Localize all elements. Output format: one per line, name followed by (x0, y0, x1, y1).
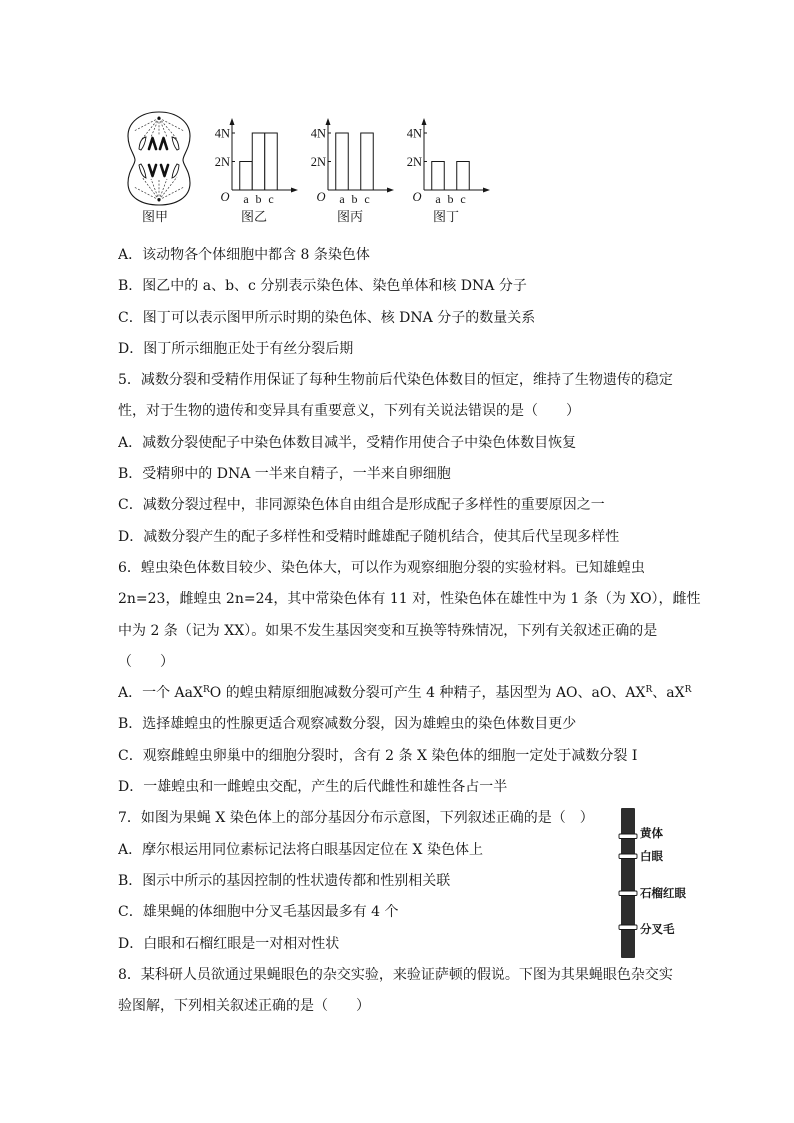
q6-option-a-text-2: O 的蝗虫精原细胞减数分裂可产生 4 种精子，基因型为 AO、aO、AX (209, 685, 646, 702)
tick-label-2n: 2N (310, 155, 326, 169)
q5-option-b: B．受精卵中的 DNA 一半来自精子，一半来自卵细胞 (118, 466, 451, 483)
chart-yi-title: 图乙 (240, 209, 268, 224)
cell-diagram (128, 112, 190, 224)
bar-a (432, 162, 445, 191)
bar-c (361, 133, 374, 190)
gene-label-white-eye: 白眼 (640, 849, 663, 863)
q6-option-b: B．选择雄蝗虫的性腺更适合观察减数分裂，因为雄蝗虫的染色体数目更少 (118, 716, 577, 733)
bars (432, 162, 470, 191)
bar-a (240, 162, 253, 191)
q5-option-a: A．减数分裂使配子中染色体数目减半，受精作用使合子中染色体数目恢复 (118, 434, 577, 451)
superscript-r: R (684, 685, 692, 696)
q7-option-d: D．白眼和石榴红眼是一对相对性状 (118, 935, 340, 952)
x-chromosome (621, 808, 635, 958)
y-axis-arrow (326, 118, 331, 125)
y-axis-arrow (422, 118, 427, 125)
category-a: a (243, 192, 249, 206)
bar-c (457, 162, 470, 191)
category-b: b (351, 192, 358, 206)
q4-option-a: A．该动物各个体细胞中都含 8 条染色体 (118, 247, 370, 263)
category-a: a (435, 192, 441, 206)
q4-option-c: C．图丁可以表示图甲所示时期的染色体、核 DNA 分子的数量关系 (118, 309, 536, 326)
gene-label-yellow-body: 黄体 (640, 826, 663, 840)
q7-option-a: A．摩尔根运用同位素标记法将白眼基因定位在 X 染色体上 (118, 841, 483, 858)
gene-label-forked-bristle: 分叉毛 (640, 922, 675, 936)
q6-option-a-text-1: A．一个 AaX (118, 685, 203, 702)
chart-ding (407, 118, 490, 224)
tick-label-4n: 4N (406, 126, 422, 141)
tick-label-2n: 2N (214, 155, 230, 169)
x-chromosome-gene-map (612, 804, 702, 964)
bar-c (265, 133, 278, 190)
q4-option-b: B．图乙中的 a、b、c 分别表示染色体、染色单体和核 DNA 分子 (118, 278, 527, 295)
cell-division-figure (120, 105, 500, 230)
category-c: c (268, 192, 274, 206)
gene-band-yellow-body (619, 834, 637, 839)
q6-option-d: D．一雄蝗虫和一雌蝗虫交配，产生的后代雌性和雄性各占一半 (118, 779, 508, 796)
superscript-r: R (202, 685, 210, 696)
tick-label-4n: 4N (310, 126, 326, 141)
x-axis-arrow (483, 188, 490, 193)
tick-label-2n: 2N (406, 155, 422, 169)
gene-band-forked-bristle (619, 925, 637, 930)
q6-option-a-text-3: 、aX (652, 685, 685, 702)
q5-stem-line-1: 5．减数分裂和受精作用保证了每种生物前后代染色体数目的恒定，维持了生物遗传的稳定 (118, 372, 673, 389)
gene-band-garnet-eye (619, 891, 637, 896)
superscript-r: R (645, 685, 653, 696)
q4-option-d: D．图丁所示细胞正处于有丝分裂后期 (118, 340, 354, 357)
chart-bing-title: 图丙 (336, 209, 364, 224)
category-b: b (447, 192, 454, 206)
gene-band-white-eye (619, 854, 637, 859)
figure-jia-title: 图甲 (141, 209, 169, 224)
q6-stem-line-3: 中为 2 条（记为 XX）。如果不发生基因突变和互换等特殊情况，下列有关叙述正确的是 (118, 622, 658, 639)
q6-stem-line-2: 2n=23，雌蝗虫 2n=24，其中常染色体有 11 对，性染色体在雄性中为 1 条（为 XO），雌性 (118, 591, 701, 608)
q5-option-d: D．减数分裂产生的配子多样性和受精时雌雄配子随机结合，使其后代呈现多样性 (118, 528, 620, 545)
origin-label: O (220, 190, 230, 204)
chart-ding-title: 图丁 (432, 209, 460, 224)
q7-stem: 7．如图为果蝇 X 染色体上的部分基因分布示意图，下列叙述正确的是（ ） (118, 810, 594, 827)
q5-option-c: C．减数分裂过程中，非同源染色体自由组合是形成配子多样性的重要原因之一 (118, 497, 605, 514)
q6-stem-line-1: 6．蝗虫染色体数目较少、染色体大，可以作为观察细胞分裂的实验材料。已知雄蝗虫 (118, 559, 645, 576)
chart-yi (215, 118, 298, 224)
bars (336, 133, 374, 190)
category-a: a (339, 192, 345, 206)
q6-option-c: C．观察雌蝗虫卵巢中的细胞分裂时，含有 2 条 X 染色体的细胞一定处于减数分裂 I (118, 747, 638, 764)
centriole-bottom (158, 199, 161, 202)
category-c: c (460, 192, 466, 206)
origin-label: O (412, 190, 422, 204)
q6-option-a (118, 678, 708, 709)
q5-stem-line-2: 性，对于生物的遗传和变异具有重要意义，下列有关说法错误的是（ ） (118, 403, 580, 420)
category-c: c (364, 192, 370, 206)
gene-label-garnet-eye: 石榴红眼 (640, 886, 686, 900)
centriole-top (158, 117, 161, 120)
chart-bing (311, 118, 394, 224)
origin-label: O (316, 190, 326, 204)
q8-stem-line-2: 验图解，下列相关叙述正确的是（ ） (118, 998, 370, 1015)
q7-option-c: C．雄果蝇的体细胞中分叉毛基因最多有 4 个 (118, 904, 399, 921)
bar-a (336, 133, 349, 190)
bar-b (252, 133, 265, 190)
q6-stem-line-4: （ ） (118, 653, 174, 670)
x-axis-arrow (387, 188, 394, 193)
x-axis-arrow (291, 188, 298, 193)
q8-stem-line-1: 8．某科研人员欲通过果蝇眼色的杂交实验，来验证萨顿的假说。下图为其果蝇眼色杂交实 (118, 966, 673, 983)
category-b: b (255, 192, 262, 206)
tick-label-4n: 4N (214, 126, 230, 141)
bars (240, 133, 278, 190)
q7-option-b: B．图示中所示的基因控制的性状遗传都和性别相关联 (118, 872, 451, 889)
y-axis-arrow (230, 118, 235, 125)
